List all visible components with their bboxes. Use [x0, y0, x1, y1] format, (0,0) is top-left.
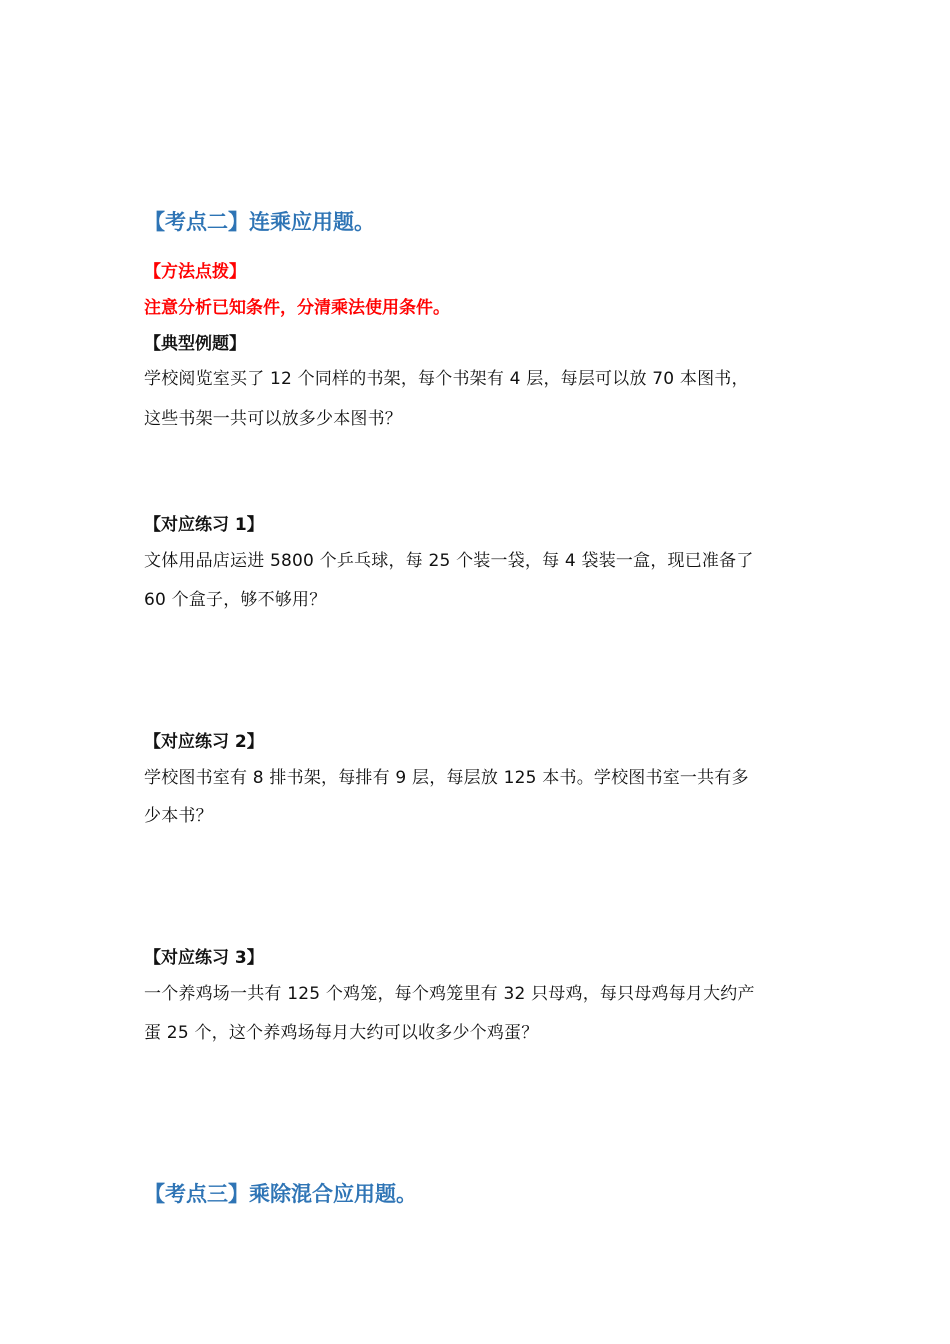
method-label: 【方法点拨】: [144, 262, 246, 282]
practice-2-label: 【对应练习 2】: [144, 732, 264, 752]
practice-3-line-1: 一个养鸡场一共有 125 个鸡笼，每个鸡笼里有 32 只母鸡，每只母鸡每月大约产: [144, 984, 755, 1004]
practice-2-line-1: 学校图书室有 8 排书架，每排有 9 层，每层放 125 本书。学校图书室一共有多: [144, 768, 749, 788]
example-line-1: 学校阅览室买了 12 个同样的书架，每个书架有 4 层，每层可以放 70 本图书，: [144, 369, 749, 389]
method-text: 注意分析已知条件，分清乘法使用条件。: [144, 298, 450, 318]
practice-1-label: 【对应练习 1】: [144, 515, 264, 535]
practice-1-line-2: 60 个盒子，够不够用？: [144, 590, 327, 610]
section-2-title: 【考点二】连乘应用题。: [144, 210, 375, 234]
example-label: 【典型例题】: [144, 334, 246, 354]
practice-2-line-2: 少本书？: [144, 806, 213, 826]
practice-3-line-2: 蛋 25 个，这个养鸡场每月大约可以收多少个鸡蛋？: [144, 1023, 539, 1043]
practice-1-line-1: 文体用品店运进 5800 个乒乓球，每 25 个装一袋，每 4 袋装一盒，现已准备了: [144, 551, 754, 571]
practice-3-label: 【对应练习 3】: [144, 948, 264, 968]
example-line-2: 这些书架一共可以放多少本图书？: [144, 409, 402, 429]
section-3-title: 【考点三】乘除混合应用题。: [144, 1182, 417, 1206]
